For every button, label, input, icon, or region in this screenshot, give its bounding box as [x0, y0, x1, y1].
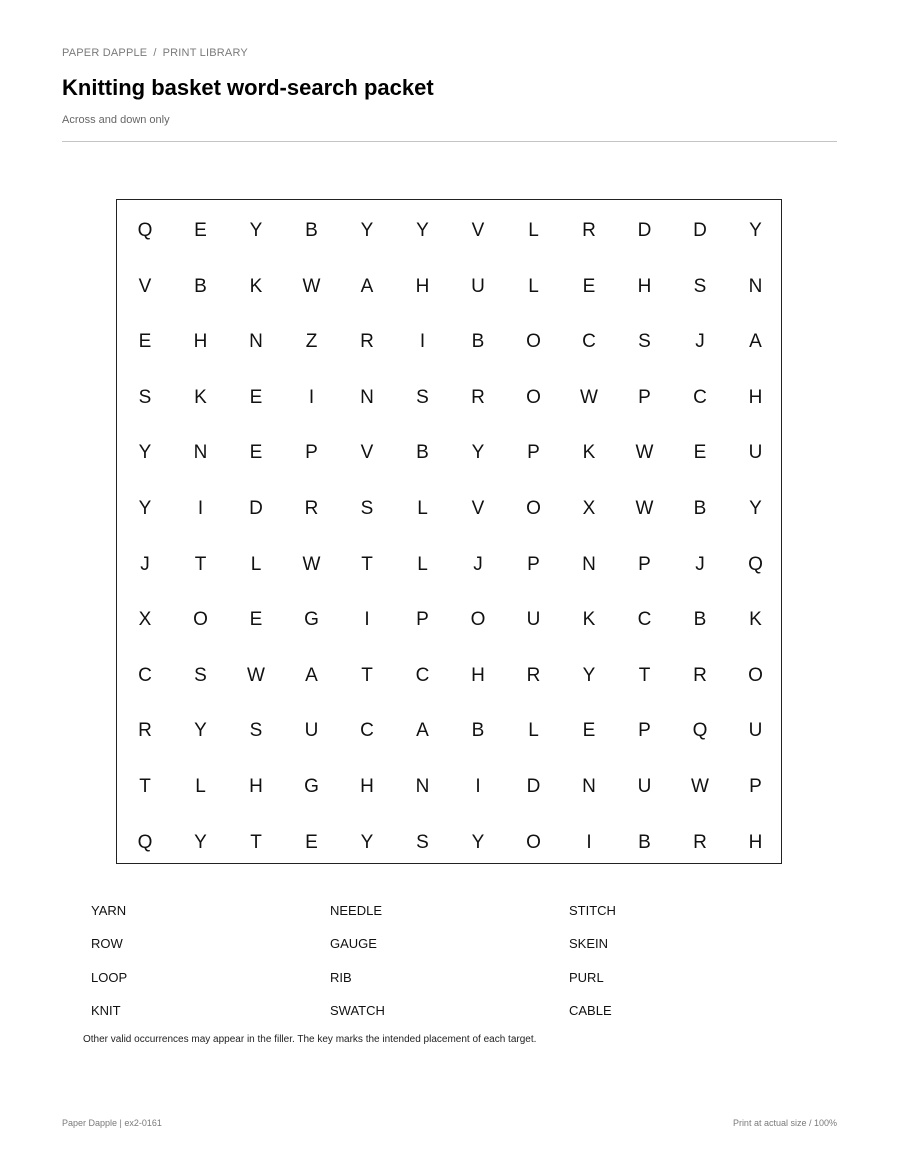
- grid-cell[interactable]: H: [471, 664, 485, 686]
- grid-cell[interactable]: Y: [416, 220, 429, 241]
- grid-cell[interactable]: A: [305, 664, 318, 686]
- grid-cell[interactable]: Q: [692, 720, 708, 742]
- grid-cell[interactable]: G: [304, 609, 319, 631]
- grid-cell[interactable]: A: [360, 275, 374, 297]
- grid-cell[interactable]: R: [471, 386, 485, 408]
- grid-cell[interactable]: T: [194, 553, 207, 575]
- grid-cell[interactable]: E: [249, 386, 263, 408]
- grid-cell[interactable]: H: [415, 275, 430, 297]
- grid-cell[interactable]: D: [693, 220, 707, 241]
- grid-cell[interactable]: O: [470, 609, 486, 631]
- grid-cell[interactable]: E: [305, 831, 318, 853]
- grid-cell[interactable]: S: [138, 386, 152, 408]
- grid-cell[interactable]: R: [360, 331, 374, 353]
- grid-row: [117, 259, 781, 315]
- grid-cell[interactable]: J: [140, 553, 150, 575]
- grid-row: [117, 537, 781, 593]
- grid-cell[interactable]: S: [416, 386, 429, 408]
- grid-cell[interactable]: A: [416, 720, 429, 742]
- grid-cell[interactable]: K: [194, 386, 207, 408]
- grid-cell[interactable]: V: [138, 275, 152, 297]
- word-list-item: SWATCH: [330, 1003, 385, 1019]
- grid-cell[interactable]: N: [360, 386, 374, 408]
- grid-cell[interactable]: Y: [360, 220, 374, 241]
- grid-cell[interactable]: V: [471, 498, 485, 519]
- grid-cell[interactable]: T: [638, 664, 651, 686]
- word-list-item: YARN: [91, 903, 127, 918]
- grid-cell[interactable]: I: [308, 386, 315, 408]
- grid-cell[interactable]: S: [360, 498, 374, 519]
- grid-cell[interactable]: R: [304, 498, 319, 519]
- grid-cell[interactable]: S: [194, 664, 207, 686]
- grid-cell[interactable]: C: [582, 331, 596, 353]
- word-list-item: LOOP: [91, 969, 128, 985]
- header-divider: [62, 141, 837, 142]
- grid-cell[interactable]: R: [582, 220, 596, 241]
- grid-cell[interactable]: P: [305, 442, 318, 464]
- grid-cell[interactable]: L: [417, 553, 428, 575]
- grid-cell[interactable]: H: [637, 275, 652, 297]
- grid-cell[interactable]: K: [582, 442, 596, 464]
- grid-cell[interactable]: U: [748, 720, 763, 742]
- grid-cell[interactable]: H: [748, 386, 763, 408]
- breadcrumb-brand[interactable]: PAPER DAPPLE: [62, 47, 148, 59]
- grid-cell[interactable]: P: [527, 442, 540, 464]
- grid-cell[interactable]: S: [416, 831, 429, 853]
- grid-cell[interactable]: K: [749, 609, 762, 631]
- word-list: [91, 903, 811, 1033]
- word-search-grid: [116, 199, 782, 864]
- word-list-item: GAUGE: [330, 936, 377, 952]
- grid-cell[interactable]: I: [197, 498, 204, 519]
- grid-row: [117, 648, 781, 704]
- grid-cell[interactable]: P: [638, 720, 651, 742]
- grid-cell[interactable]: H: [748, 831, 763, 853]
- grid-cell[interactable]: H: [193, 331, 208, 353]
- page-title: Knitting basket word-search packet: [62, 75, 434, 100]
- grid-cell[interactable]: X: [582, 498, 596, 519]
- breadcrumb-separator: /: [153, 47, 157, 59]
- grid-cell[interactable]: R: [693, 831, 707, 853]
- grid-cell[interactable]: I: [475, 776, 481, 797]
- grid-cell[interactable]: S: [693, 275, 707, 297]
- grid-cell[interactable]: S: [249, 720, 263, 742]
- grid-cell[interactable]: O: [526, 498, 541, 519]
- grid-cell[interactable]: W: [635, 442, 654, 464]
- grid-cell[interactable]: U: [526, 609, 541, 631]
- grid-cell[interactable]: Y: [360, 831, 374, 853]
- grid-cell[interactable]: Y: [582, 664, 596, 686]
- grid-cell[interactable]: P: [749, 776, 762, 797]
- grid-cell[interactable]: C: [360, 720, 374, 742]
- grid-cell[interactable]: E: [138, 331, 152, 353]
- grid-cell[interactable]: J: [473, 553, 483, 575]
- grid-cell[interactable]: Y: [471, 831, 485, 853]
- footer-print-hint: Print at actual size / 100%: [732, 1118, 837, 1128]
- grid-cell[interactable]: R: [138, 720, 152, 742]
- grid-cell[interactable]: B: [194, 275, 207, 297]
- grid-cell[interactable]: Z: [305, 331, 318, 353]
- grid-cell[interactable]: Y: [249, 220, 263, 241]
- grid-cell[interactable]: W: [635, 498, 654, 519]
- word-list-item: PURL: [569, 969, 604, 985]
- grid-cell[interactable]: P: [416, 609, 429, 631]
- word-list-item: ROW: [91, 936, 123, 952]
- grid-cell[interactable]: B: [693, 609, 707, 631]
- grid-cell[interactable]: T: [361, 553, 373, 575]
- grid-cell[interactable]: W: [247, 664, 265, 686]
- grid-cell[interactable]: L: [528, 275, 539, 297]
- grid-cell[interactable]: A: [749, 331, 762, 353]
- grid-cell[interactable]: E: [693, 442, 707, 464]
- grid-cell[interactable]: O: [748, 664, 763, 686]
- grid-cell[interactable]: C: [138, 664, 152, 686]
- grid-row: [117, 815, 781, 871]
- grid-cell[interactable]: X: [138, 609, 152, 631]
- grid-cell[interactable]: B: [638, 831, 651, 853]
- page-subtitle: Across and down only: [62, 114, 170, 126]
- grid-cell[interactable]: B: [416, 442, 429, 464]
- grid-cell[interactable]: W: [302, 553, 321, 575]
- grid-cell[interactable]: B: [305, 220, 318, 241]
- grid-cell[interactable]: L: [195, 776, 206, 797]
- grid-cell[interactable]: I: [419, 331, 426, 353]
- grid-cell[interactable]: W: [302, 275, 321, 297]
- grid-cell[interactable]: Q: [137, 220, 153, 241]
- grid-cell[interactable]: S: [638, 331, 651, 353]
- grid-cell[interactable]: O: [526, 831, 541, 853]
- instructions-note: Other valid occurrences may appear in the filler. The key marks the intended placement of each target.: [83, 1034, 537, 1045]
- grid-cell[interactable]: Q: [748, 553, 763, 575]
- grid-cell[interactable]: Y: [749, 498, 762, 519]
- grid-cell[interactable]: D: [249, 498, 263, 519]
- grid-cell[interactable]: D: [637, 220, 652, 241]
- grid-cell[interactable]: R: [693, 664, 707, 686]
- grid-cell[interactable]: T: [250, 831, 262, 853]
- grid-cell[interactable]: N: [582, 553, 596, 575]
- grid-row: [117, 759, 781, 815]
- grid-cell[interactable]: L: [528, 220, 539, 241]
- grid-cell[interactable]: B: [693, 498, 707, 519]
- grid-cell[interactable]: G: [304, 776, 319, 797]
- grid-cell[interactable]: P: [638, 553, 651, 575]
- grid-cell[interactable]: Y: [749, 220, 762, 241]
- grid-cell[interactable]: K: [582, 609, 596, 631]
- grid-cell[interactable]: N: [193, 442, 208, 464]
- word-list-item: CABLE: [569, 1003, 612, 1019]
- grid-cell[interactable]: E: [249, 609, 263, 631]
- grid-cell[interactable]: N: [748, 275, 763, 297]
- grid-row: [117, 203, 781, 259]
- grid-cell[interactable]: E: [249, 442, 263, 464]
- grid-cell[interactable]: D: [526, 776, 541, 797]
- grid-cell[interactable]: B: [471, 331, 485, 353]
- grid-cell[interactable]: Y: [471, 442, 485, 464]
- grid-cell[interactable]: W: [580, 386, 598, 408]
- footer-id: Paper Dapple | ex2-0161: [62, 1118, 162, 1128]
- grid-row: [117, 370, 781, 426]
- grid-cell[interactable]: Y: [138, 498, 152, 519]
- grid-cell[interactable]: H: [249, 776, 263, 797]
- grid-cell[interactable]: T: [361, 664, 373, 686]
- grid-cell[interactable]: Y: [194, 831, 207, 853]
- grid-cell[interactable]: C: [637, 609, 652, 631]
- grid-cell[interactable]: U: [471, 275, 485, 297]
- grid-cell[interactable]: W: [691, 776, 709, 797]
- grid-cell[interactable]: U: [637, 776, 652, 797]
- breadcrumb: [62, 47, 248, 59]
- grid-cell[interactable]: Y: [138, 442, 152, 464]
- grid-cell[interactable]: U: [748, 442, 763, 464]
- grid-cell[interactable]: N: [249, 331, 263, 353]
- grid-cell[interactable]: E: [194, 220, 207, 241]
- grid-cell[interactable]: E: [582, 720, 596, 742]
- grid-cell[interactable]: V: [360, 442, 374, 464]
- grid-cell[interactable]: T: [139, 776, 151, 797]
- grid-cell[interactable]: J: [695, 553, 705, 575]
- grid-cell[interactable]: Y: [194, 720, 207, 742]
- grid-cell[interactable]: H: [360, 776, 374, 797]
- grid-cell[interactable]: V: [471, 220, 485, 241]
- grid-cell[interactable]: P: [638, 386, 651, 408]
- grid-cell[interactable]: N: [582, 776, 596, 797]
- grid-cell[interactable]: N: [415, 776, 430, 797]
- grid-cell[interactable]: U: [304, 720, 319, 742]
- breadcrumb-section[interactable]: PRINT LIBRARY: [162, 47, 248, 59]
- grid-cell[interactable]: L: [528, 720, 539, 742]
- grid-cell[interactable]: J: [695, 331, 705, 353]
- grid-row: [117, 425, 781, 481]
- grid-cell[interactable]: O: [526, 331, 541, 353]
- grid-cell[interactable]: C: [415, 664, 430, 686]
- grid-cell[interactable]: I: [364, 609, 370, 631]
- grid-cell[interactable]: O: [526, 386, 541, 408]
- grid-row: [117, 592, 781, 648]
- word-list-item: RIB: [330, 969, 352, 985]
- grid-cell[interactable]: R: [526, 664, 541, 686]
- grid-cell[interactable]: C: [693, 386, 707, 408]
- grid-row: [117, 314, 781, 370]
- grid-row: [117, 703, 781, 759]
- grid-cell[interactable]: O: [193, 609, 208, 631]
- grid-cell[interactable]: L: [417, 498, 428, 519]
- grid-cell[interactable]: L: [250, 553, 262, 575]
- grid-cell[interactable]: E: [582, 275, 596, 297]
- word-list-item: KNIT: [91, 1003, 121, 1019]
- word-list-item: SKEIN: [569, 936, 609, 952]
- grid-cell[interactable]: K: [249, 275, 263, 297]
- word-list-item: NEEDLE: [330, 903, 383, 918]
- grid-row: [117, 481, 781, 537]
- grid-cell[interactable]: I: [586, 831, 592, 853]
- grid-cell[interactable]: P: [527, 553, 540, 575]
- word-list-item: STITCH: [569, 903, 616, 918]
- grid-cell[interactable]: B: [471, 720, 485, 742]
- grid-cell[interactable]: Q: [137, 831, 153, 853]
